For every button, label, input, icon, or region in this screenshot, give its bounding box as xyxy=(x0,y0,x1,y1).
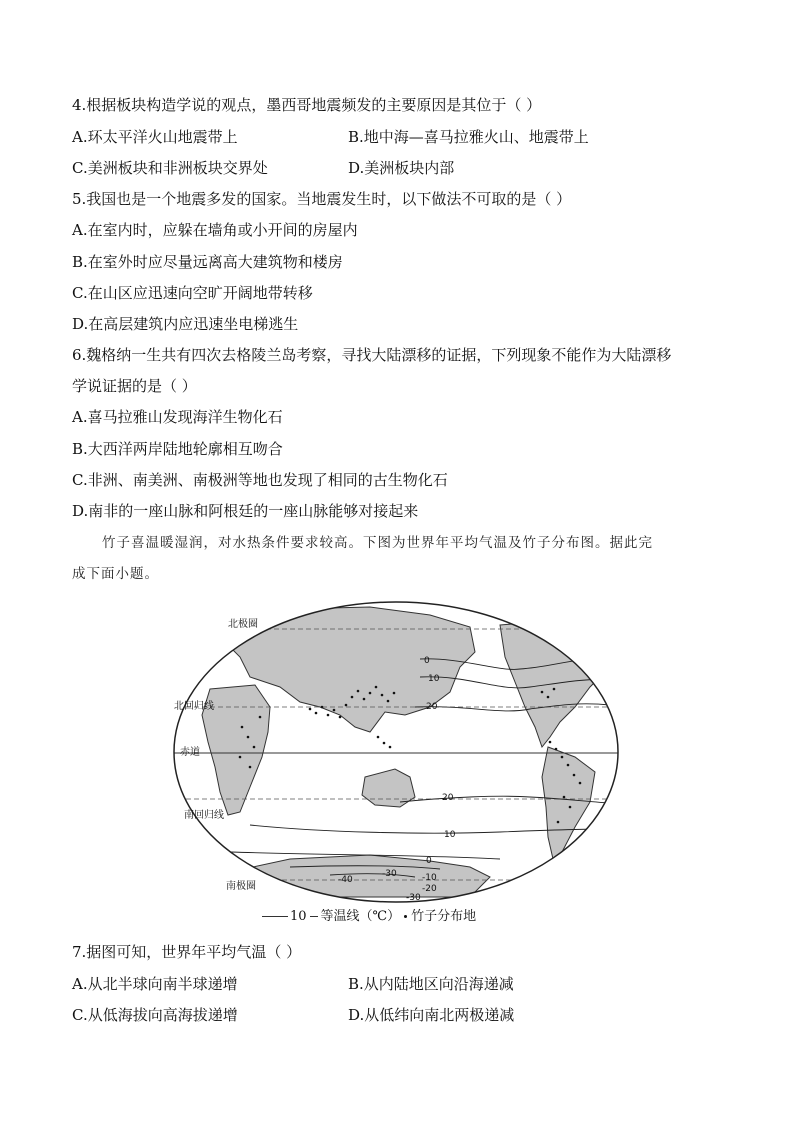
q7-option-a: A.从北半球向南半球递增 xyxy=(72,975,238,993)
q6-option-a: A.喜马拉雅山发现海洋生物化石 xyxy=(72,408,283,426)
isotherm-legend-line xyxy=(262,916,288,917)
isotherm-label-20s: 20 xyxy=(442,793,454,803)
q7-option-d: D.从低纬向南北两极递减 xyxy=(348,1006,515,1024)
label-antarctic-circle: 南极圈 xyxy=(226,881,256,892)
q5-option-d: D.在高层建筑内应迅速坐电梯逃生 xyxy=(72,315,299,333)
legend-iso-value: 10 xyxy=(290,909,307,924)
isotherm-label-minus30: -30 xyxy=(382,869,397,879)
q4-option-c: C.美洲板块和非洲板块交界处 xyxy=(72,159,268,177)
legend-isotherm-text: 等温线（℃） xyxy=(320,909,401,924)
q5-stem: 5.我国也是一个地震多发的国家。当地震发生时，以下做法不可取的是（ ） xyxy=(72,190,572,208)
q6-stem-line2: 学说证据的是（ ） xyxy=(72,377,197,395)
isotherm-label-10n: 10 xyxy=(428,674,440,684)
label-arctic-circle: 北极圈 xyxy=(228,619,258,630)
q6-stem-line1: 6.魏格纳一生共有四次去格陵兰岛考察，寻找大陆漂移的证据，下列现象不能作为大陆漂移 xyxy=(72,346,672,364)
isotherm-label-0s: 0 xyxy=(426,856,432,866)
label-equator: 赤道 xyxy=(180,747,200,758)
q5-option-a: A.在室内时，应躲在墙角或小开间的房屋内 xyxy=(72,221,358,239)
q4-option-b: B.地中海—喜马拉雅火山、地震带上 xyxy=(348,128,589,146)
q4-option-a: A.环太平洋火山地震带上 xyxy=(72,128,238,146)
isotherm-label-0: 0 xyxy=(424,656,430,666)
label-tropic-cancer: 北回归线 xyxy=(174,701,214,712)
q7-option-c: C.从低海拔向高海拔递增 xyxy=(72,1006,238,1024)
legend-bamboo-text: 竹子分布地 xyxy=(411,909,477,924)
q6-option-b: B.大西洋两岸陆地轮廓相互吻合 xyxy=(72,440,283,458)
q6-option-c: C.非洲、南美洲、南极洲等地也发现了相同的古生物化石 xyxy=(72,471,448,489)
map-legend xyxy=(262,908,476,926)
q4-option-d: D.美洲板块内部 xyxy=(348,159,455,177)
intro-line1: 竹子喜温暖湿润，对水热条件要求较高。下图为世界年平均气温及竹子分布图。据此完 xyxy=(102,535,653,551)
q5-option-b: B.在室外时应尽量远离高大建筑物和楼房 xyxy=(72,253,343,271)
bamboo-dot-icon xyxy=(404,915,407,918)
q5-option-c: C.在山区应迅速向空旷开阔地带转移 xyxy=(72,284,313,302)
isotherm-label-20n: 20 xyxy=(426,702,438,712)
q7-stem: 7.据图可知，世界年平均气温（ ） xyxy=(72,943,302,961)
label-tropic-capricorn: 南回归线 xyxy=(184,810,224,821)
q6-option-d: D.南非的一座山脉和阿根廷的一座山脉能够对接起来 xyxy=(72,502,419,520)
isotherm-label-minus40: -40 xyxy=(338,875,353,885)
intro-line2: 成下面小题。 xyxy=(72,566,159,582)
world-temperature-bamboo-map xyxy=(170,597,622,909)
isotherm-label-minus10: -10 xyxy=(422,873,437,883)
isotherm-label-10s: 10 xyxy=(444,830,456,840)
isotherm-label-minus20: -20 xyxy=(422,884,437,894)
isotherm-label-minus30b: -30 xyxy=(406,893,421,903)
q7-option-b: B.从内陆地区向沿海递减 xyxy=(348,975,514,993)
q4-stem: 4.根据板块构造学说的观点，墨西哥地震频发的主要原因是其位于（ ） xyxy=(72,96,542,114)
